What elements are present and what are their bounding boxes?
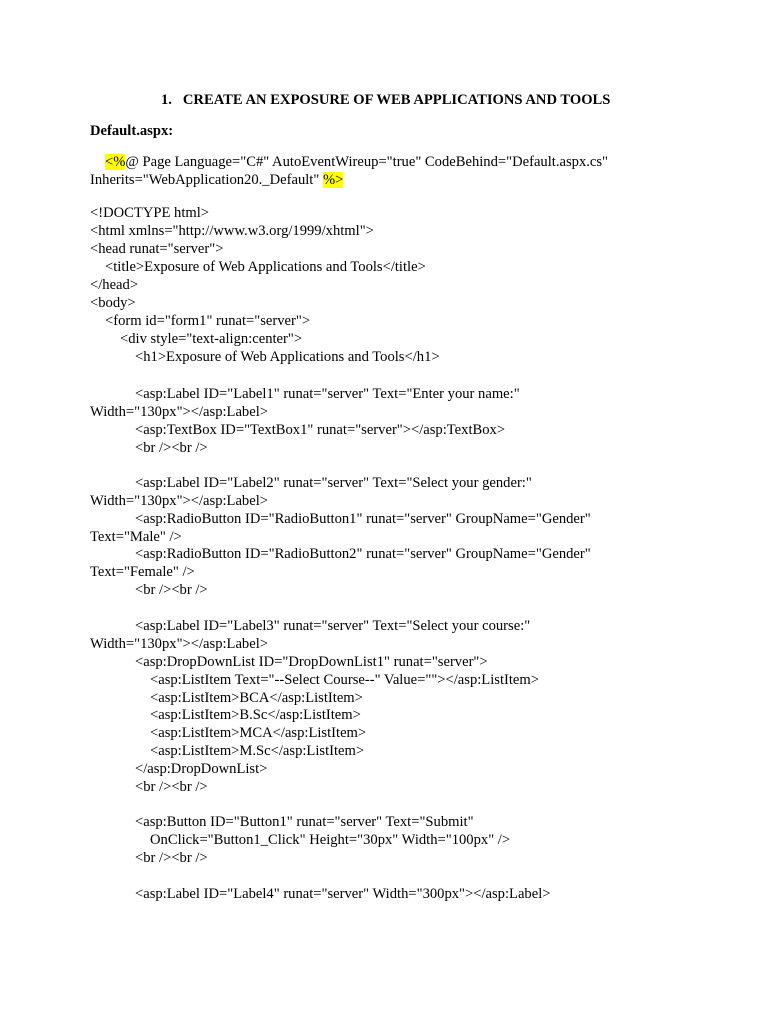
code-line: Text="Male" /> [90, 529, 182, 545]
code-line: <asp:RadioButton ID="RadioButton2" runat="server" GroupName="Gender" [135, 546, 591, 562]
code-line: OnClick="Button1_Click" Height="30px" Width="100px" /> [150, 832, 511, 848]
code-line: <asp:DropDownList ID="DropDownList1" runat="server"> [135, 654, 488, 670]
section-title: 1. CREATE AN EXPOSURE OF WEB APPLICATIONS AND TOOLS [161, 92, 611, 108]
directive-inherits: Inherits="WebApplication20._Default" [90, 172, 323, 188]
code-line: <body> [90, 295, 136, 311]
code-line: <asp:Button ID="Button1" runat="server" Text="Submit" [135, 814, 474, 830]
code-line: <title>Exposure of Web Applications and Tools</title> [105, 259, 426, 275]
code-line: <br /><br /> [135, 440, 208, 456]
code-line: <asp:Label ID="Label2" runat="server" Text="Select your gender:" [135, 475, 532, 491]
code-line: Width="130px"></asp:Label> [90, 636, 268, 652]
code-line: <br /><br /> [135, 582, 208, 598]
code-line: <br /><br /> [135, 779, 208, 795]
code-line: <asp:ListItem>MCA</asp:ListItem> [150, 725, 367, 741]
page-directive-line-2 [90, 171, 343, 189]
code-line: <h1>Exposure of Web Applications and Tools</h1> [135, 349, 440, 365]
code-line: <asp:ListItem>BCA</asp:ListItem> [150, 690, 363, 706]
directive-close-highlight: %> [322, 172, 344, 188]
code-line: <asp:RadioButton ID="RadioButton1" runat="server" GroupName="Gender" [135, 511, 591, 527]
code-line: </head> [90, 277, 139, 293]
code-line: <asp:Label ID="Label1" runat="server" Text="Enter your name:" [135, 386, 520, 402]
code-line: <asp:ListItem Text="--Select Course--" Value=""></asp:ListItem> [150, 672, 539, 688]
code-line: <asp:ListItem>B.Sc</asp:ListItem> [150, 707, 361, 723]
code-line: <asp:ListItem>M.Sc</asp:ListItem> [150, 743, 365, 759]
code-line: <asp:TextBox ID="TextBox1" runat="server"></asp:TextBox> [135, 422, 506, 438]
page-directive-line-1 [105, 153, 608, 171]
code-line: <div style="text-align:center"> [120, 331, 303, 347]
code-line: </asp:DropDownList> [135, 761, 268, 777]
code-line: Width="130px"></asp:Label> [90, 493, 268, 509]
code-line: <asp:Label ID="Label3" runat="server" Text="Select your course:" [135, 618, 531, 634]
code-line: Text="Female" /> [90, 564, 195, 580]
directive-open-highlight: <% [105, 154, 126, 170]
code-line: Width="130px"></asp:Label> [90, 404, 268, 420]
code-line: <!DOCTYPE html> [90, 205, 210, 221]
file-heading: Default.aspx: [90, 123, 174, 139]
code-line: <br /><br /> [135, 850, 208, 866]
directive-text: @ Page Language="C#" AutoEventWireup="true" CodeBehind="Default.aspx.cs" [125, 154, 609, 170]
code-line: <head runat="server"> [90, 241, 224, 257]
code-line: <asp:Label ID="Label4" runat="server" Width="300px"></asp:Label> [135, 886, 551, 902]
code-line: <html xmlns="http://www.w3.org/1999/xhtml"> [90, 223, 374, 239]
code-line: <form id="form1" runat="server"> [105, 313, 311, 329]
